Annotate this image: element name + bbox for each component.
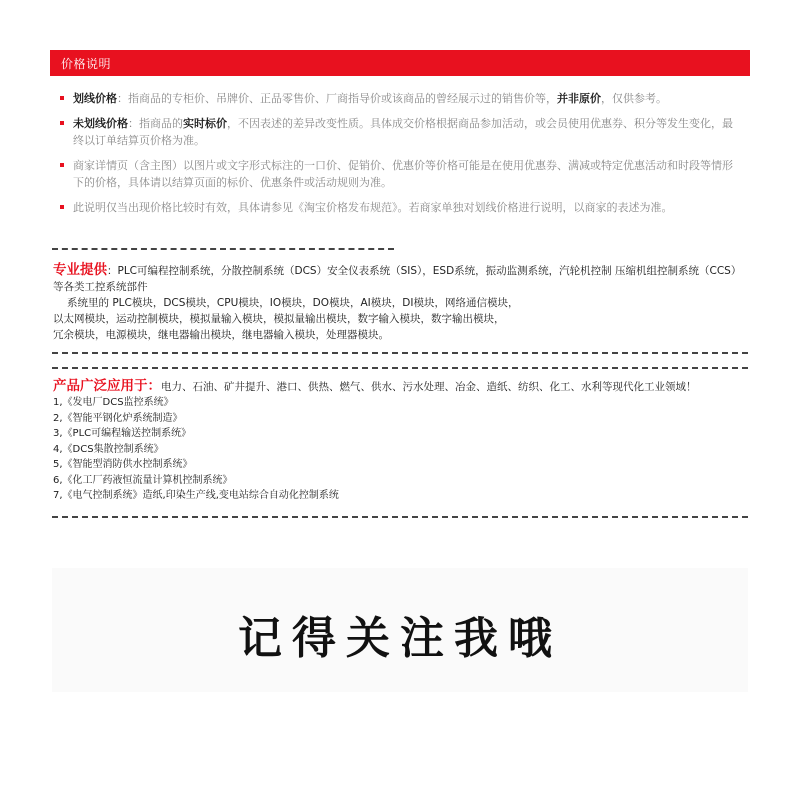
supply-line-3: 系统里的 PLC模块，DCS模块，CPU模块，IO模块，DO模块，AI模块，DI模块，网络通信模块， <box>67 297 519 309</box>
note-text-end: ，不因表述的差异改变性质。具体成交价格根据商品参加活动，或会员使用优惠券、积分等发生变化，最终以订单结算页价格为准。 <box>73 117 733 147</box>
bullet-icon <box>60 121 64 125</box>
note-term: 未划线价格 <box>73 117 128 130</box>
supply-line-4: 以太网模块，运动控制模块，模拟量输入模块，模拟量输出模块，数字输入模块，数字输出模块， <box>53 313 505 325</box>
applications-title: 产品广泛应用于： <box>53 378 161 394</box>
divider <box>52 367 748 369</box>
note-emphasis: 实时标价 <box>183 117 227 130</box>
supply-section <box>53 262 753 343</box>
follow-banner-text: 记得关注我哦 <box>238 613 562 664</box>
note-emphasis: 并非原价 <box>557 92 601 105</box>
note-term: 划线价格 <box>73 92 117 105</box>
divider <box>52 248 394 250</box>
bullet-icon <box>60 205 64 209</box>
applications-fields: 电力、石油、矿井提升、港口、供热、燃气、供水、污水处理、冶金、造纸、纺织、化工、水利等现代化工业领域！ <box>161 381 697 393</box>
note-text: 此说明仅当出现价格比较时有效，具体请参见《淘宝价格发布规范》。若商家单独对划线价格进行说明，以商家的表述为准。 <box>73 201 673 214</box>
price-note-strikethrough <box>60 90 740 107</box>
list-item: 4,《DCS集散控制系统》 <box>53 443 164 455</box>
supply-line-1: ：PLC可编程控制系统，分散控制系统（DCS）安全仪表系统（SIS），ESD系统，振动监测系统，汽轮机控制 压缩机组控制系统（CCS） <box>107 265 742 277</box>
divider <box>52 352 748 354</box>
list-item: 2,《智能平钢化炉系统制造》 <box>53 412 183 424</box>
follow-banner <box>52 568 748 692</box>
note-text-end: ，仅供参考。 <box>601 92 667 105</box>
note-text: ：指商品的专柜价、吊牌价、正品零售价、厂商指导价或该商品的曾经展示过的销售价等， <box>117 92 557 105</box>
list-item: 7,《电气控制系统》造纸,印染生产线,变电站综合自动化控制系统 <box>53 490 339 501</box>
bullet-icon <box>60 96 64 100</box>
price-notes-list <box>60 90 740 224</box>
list-item: 3,《PLC可编程输送控制系统》 <box>53 428 192 439</box>
list-item: 1,《发电厂DCS监控系统》 <box>53 397 174 408</box>
price-note-scope <box>60 199 740 216</box>
price-note-detail-page <box>60 157 740 191</box>
applications-section <box>53 378 753 504</box>
price-info-header <box>50 50 750 76</box>
price-note-current <box>60 115 740 149</box>
supply-title: 专业提供 <box>53 262 107 278</box>
note-text: ：指商品的 <box>128 117 183 130</box>
bullet-icon <box>60 163 64 167</box>
list-item: 5,《智能型消防供水控制系统》 <box>53 459 193 470</box>
divider <box>52 516 748 518</box>
supply-line-5: 冗余模块，电源模块，继电器输出模块，继电器输入模块，处理器模块。 <box>53 329 389 341</box>
supply-line-2: 等各类工控系统部件 <box>53 281 148 293</box>
list-item: 6,《化工厂药液恒流量计算机控制系统》 <box>53 474 233 486</box>
note-text: 商家详情页（含主图）以图片或文字形式标注的一口价、促销价、优惠价等价格可能是在使用优惠券、满减或特定优惠活动和时段等情形下的价格，具体请以结算页面的标价、优惠条件或活动规则为准。 <box>73 159 733 189</box>
price-info-title: 价格说明 <box>61 57 112 71</box>
applications-list <box>53 395 753 504</box>
